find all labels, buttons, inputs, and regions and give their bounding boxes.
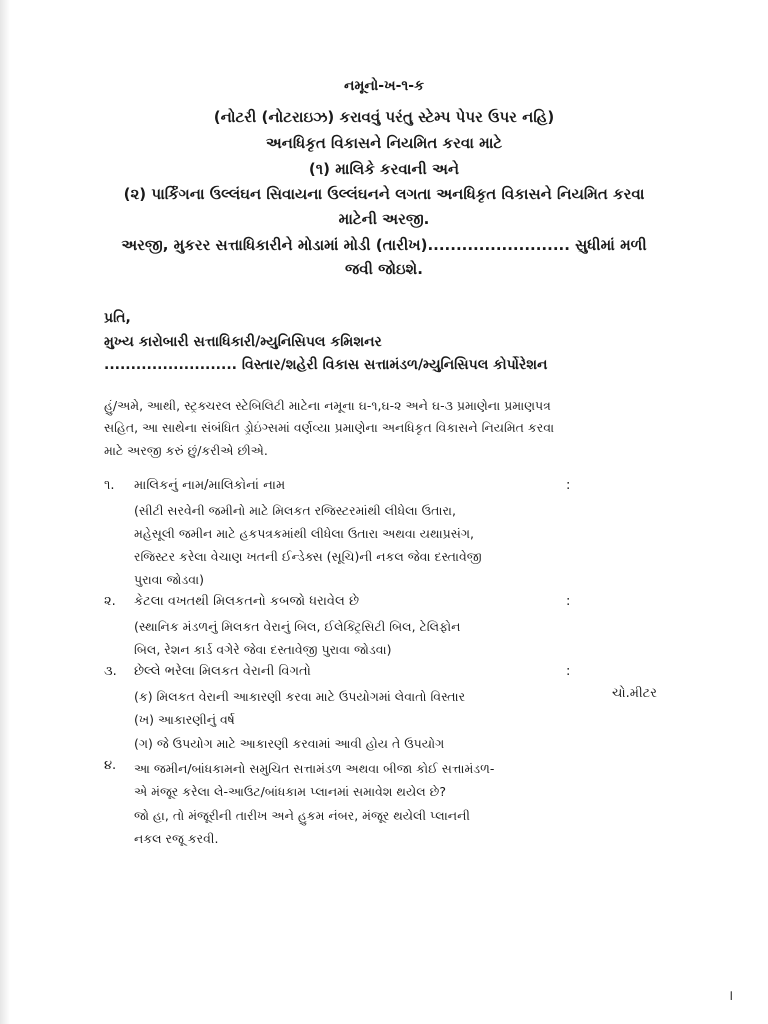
- notary-note: (નોટરી (નોટરાઇઝ) કરાવવું પરંતુ સ્ટેમ્પ પેપર ઉપર નહિ): [213, 108, 555, 126]
- title-line-5: (૨) પાર્કિંગના ઉલ્લંઘન સિવાયના ઉલ્લંઘનને લગતા અનધિકૃત વિકાસને નિયમિત કરવા: [123, 185, 645, 203]
- item-4-line-4: નકલ રજૂ કરવી.: [134, 831, 219, 846]
- item-1-sub-4: પુરાવા જોડવા): [134, 572, 205, 587]
- deadline-line: અરજી, મુકરર સત્તાધિકારીને મોડામાં મોડી (તારીખ)......................... સુધીમાં મળી: [121, 236, 647, 254]
- address-to: પ્રતિ,: [104, 310, 131, 326]
- item-1-sub-2: મહેસૂલી જમીન માટે હકપત્રકમાંથી લીધેલા ઉતારા અથવા યથાપ્રસંગ,: [134, 526, 474, 541]
- item-3-number: ૩.: [104, 664, 117, 679]
- scan-edge-shadow: [0, 0, 10, 1024]
- intro-line-3: માટે અરજી કરું છું/કરીએ છીએ.: [104, 443, 268, 458]
- intro-line-1: હું/અમે, આથી, સ્ટ્રક્ચરલ સ્ટેબિલિટી માટેના નમૂના ઘ-૧,ઘ-૨ અને ઘ-૩ પ્રમાણેના પ્રમાણપત્ર: [104, 398, 551, 413]
- item-2-title: કેટલા વખતથી મિલકતનો કબજો ધરાવેલ છે: [134, 594, 360, 609]
- intro-line-2: સહિત, આ સાથેના સંબંધિત ડ્રોઇંગ્સમાં વર્ણવ્યા પ્રમાણેના અનધિકૃત વિકાસને નિયમિત કરવા: [104, 420, 555, 435]
- item-2-number: ૨.: [104, 594, 116, 609]
- item-4-number: ૪.: [104, 758, 117, 773]
- item-1-number: ૧.: [104, 478, 115, 493]
- item-1-colon: :: [566, 478, 571, 493]
- item-3-colon: :: [566, 664, 571, 679]
- address-officer: મુખ્ય કારોબારી સત્તાધિકારી/મ્યુનિસિપલ કમિશનર: [104, 334, 382, 350]
- item-3-title: છેલ્લે ભરેલા મિલકત વેરાની વિગતો: [134, 664, 311, 679]
- item-2-colon: :: [566, 594, 571, 609]
- form-number: નમૂનો-ખ-૧-ક: [344, 78, 424, 94]
- address-authority: ......................... વિસ્તાર/શહેરી વિકાસ સત્તામંડળ/મ્યુનિસિપલ કોર્પોરેશન: [104, 357, 548, 373]
- title-line-3: અનધિકૃત વિકાસને નિયમિત કરવા માટે: [265, 134, 503, 152]
- item-1-sub-1: (સીટી સરવેની જમીનો માટે મિલકત રજિસ્ટરમાંથી લીધેલા ઉતારા,: [134, 503, 456, 518]
- item-4-line-2: એ મંજૂર કરેલા લે-આઉટ/બાંધકામ પ્લાનમાં સમાવેશ થયેલ છે?: [134, 784, 446, 799]
- title-line-4: (૧) માલિકે કરવાની અને: [308, 160, 460, 178]
- item-1-title: માલિકનું નામ/માલિકોનાં નામ: [134, 478, 286, 493]
- item-3-part-b: (ખ) આકારણીનું વર્ષ: [134, 712, 235, 727]
- item-4-line-3: જો હા, તો મંજૂરીની તારીખ અને હુકમ નંબર, મંજૂર થયેલી પ્લાનની: [134, 808, 470, 823]
- item-3-unit: ચો.મીટર: [612, 686, 657, 701]
- item-4-line-1: આ જમીન/બાંધકામનો સમુચિત સત્તામંડળ અથવા બીજા કોઈ સત્તામંડળ-: [134, 761, 495, 776]
- item-2-sub-2: બિલ, રેશન કાર્ડ વગેરે જેવા દસ્તાવેજી પુરાવા જોડવા): [134, 642, 392, 657]
- item-1-sub-3: રજિસ્ટર કરેલા વેચાણ ખતની ઈન્ડેક્સ (સૂચિ)ની નકલ જેવા દસ્તાવેજી: [134, 549, 482, 564]
- item-2-sub-1: (સ્થાનિક મંડળનું મિલકત વેરાનું બિલ, ઈલેક્ટ્રિસિટી બિલ, ટેલિફોન: [134, 619, 461, 634]
- page-mark: ।: [728, 988, 734, 1004]
- deadline-line-2: જવી જોઇશે.: [345, 260, 423, 278]
- title-line-6: માટેની અરજી.: [338, 210, 430, 228]
- item-3-part-c: (ગ) જે ઉપયોગ માટે આકારણી કરવામાં આવી હોય તે ઉપયોગ: [134, 736, 445, 751]
- item-3-part-a: (ક) મિલકત વેરાની આકારણી કરવા માટે ઉપયોગમાં લેવાતો વિસ્તાર: [134, 689, 466, 704]
